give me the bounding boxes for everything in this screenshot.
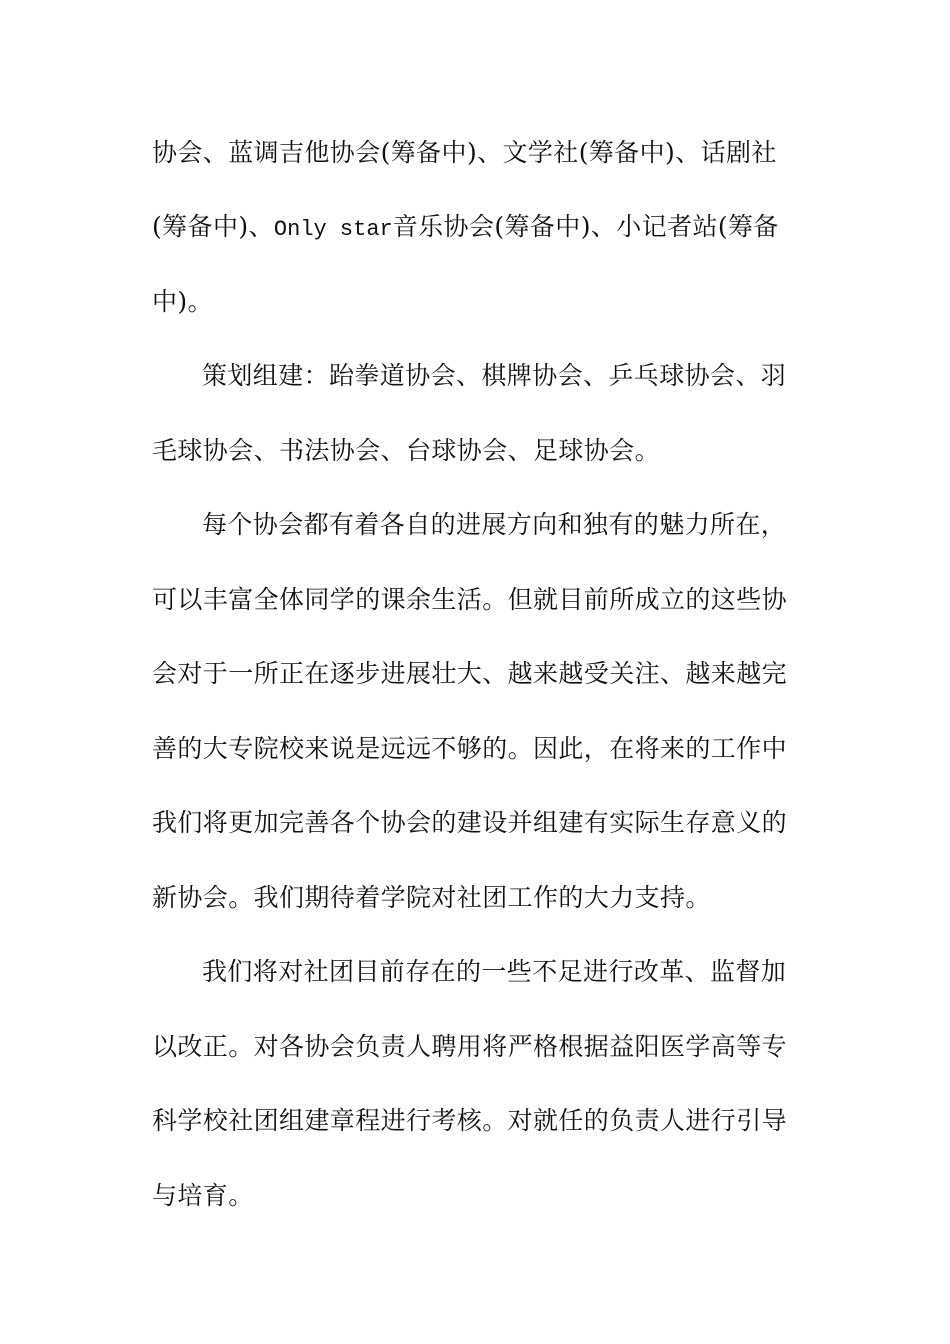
para4-line2: 以改正。对各协会负责人聘用将严格根据益阳医学高等专 (152, 1032, 788, 1061)
para3-line1: 每个协会都有着各自的进展方向和独有的魅力所在， (202, 510, 787, 539)
para4-line4: 与培育。 (152, 1181, 254, 1210)
para2-line1: 策划组建：跆拳道协会、棋牌协会、乒乓球协会、羽 (202, 361, 787, 390)
para1-line2-part-b: Only star (273, 217, 393, 242)
para2-line2: 毛球协会、书法协会、台球协会、足球协会。 (152, 436, 661, 465)
para1-line2-part-c: 音乐协会(筹备中)、小记者站(筹备 (392, 212, 779, 241)
para1-line1: 协会、蓝调吉他协会(筹备中)、文学社(筹备中)、话剧社 (152, 138, 777, 167)
para3-line5: 我们将更加完善各个协会的建设并组建有实际生存意义的 (152, 808, 788, 837)
para1-line3: 中)。 (152, 287, 213, 316)
para3-line3: 会对于一所正在逐步进展壮大、越来越受关注、越来越完 (152, 659, 788, 688)
para4-line3: 科学校社团组建章程进行考核。对就任的负责人进行引导 (152, 1106, 788, 1135)
para3-line4: 善的大专院校来说是远远不够的。因此，在将来的工作中 (152, 734, 788, 763)
para3-line6: 新协会。我们期待着学院对社团工作的大力支持。 (152, 883, 711, 912)
para4-line1: 我们将对社团目前存在的一些不足进行改革、监督加 (202, 957, 787, 986)
para1-line2 (152, 207, 802, 247)
para3-line2: 可以丰富全体同学的课余生活。但就目前所成立的这些协 (152, 585, 788, 614)
para1-line2-part-a: (筹备中)、 (152, 212, 274, 241)
